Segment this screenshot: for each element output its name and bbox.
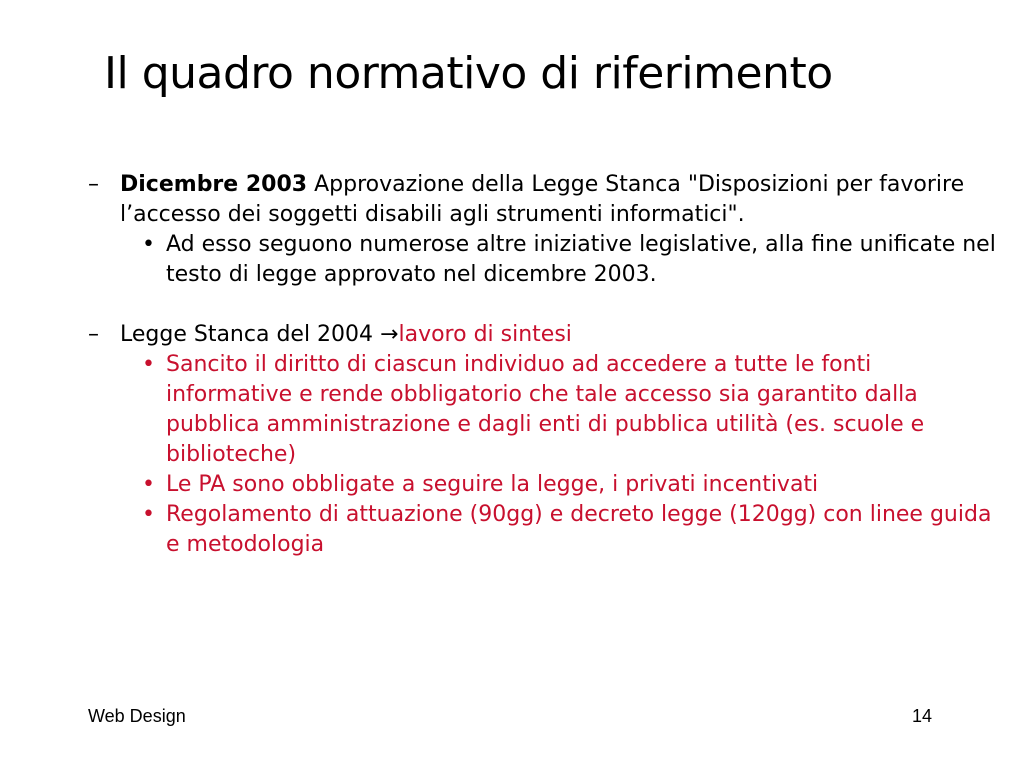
bullet-legge-stanca (88, 320, 1000, 350)
bullet-text: Legge Stanca del 2004 (120, 322, 381, 347)
bullet-marker: • (142, 352, 155, 377)
page-number: 14 (912, 706, 933, 726)
bullet-marker: • (142, 502, 155, 527)
bullet-bold-date: Dicembre 2003 (120, 172, 308, 197)
arrow-right-icon: → (380, 322, 399, 347)
bullet-dicembre-2003 (88, 170, 1000, 230)
sub-bullet-regolamento (88, 500, 1000, 560)
dash-marker: – (88, 172, 99, 197)
sub-bullet-diritto (88, 350, 1000, 470)
sub-bullet-text: Ad esso seguono numerose altre iniziative legislative, alla fine unificate nel testo di legge approvato nel dicembre 2003. (166, 232, 996, 287)
slide-content (88, 170, 1000, 560)
slide-title: Il quadro normativo di riferimento (104, 48, 833, 99)
bullet-highlight: lavoro di sintesi (398, 322, 572, 347)
dash-marker: – (88, 322, 99, 347)
sub-bullet-pa (88, 470, 1000, 500)
bullet-marker: • (142, 232, 155, 257)
sub-bullet-text: Le PA sono obbligate a seguire la legge, i privati incentivati (166, 472, 819, 497)
sub-bullet-iniziative (88, 230, 1000, 290)
bullet-text: Approvazione della Legge Stanca "Disposizioni per favorire l’accesso dei soggetti disabili agli strumenti informatici". (120, 172, 965, 227)
spacer (88, 290, 1000, 320)
sub-bullet-text: Regolamento di attuazione (90gg) e decreto legge (120gg) con linee guida e metodologia (166, 502, 992, 557)
footer-title: Web Design (88, 706, 186, 726)
bullet-marker: • (142, 472, 155, 497)
sub-bullet-text: Sancito il diritto di ciascun individuo ad accedere a tutte le fonti informative e rende obbligatorio che tale accesso sia garantito dalla pubblica amministrazione e dagli enti di pubblica utilità (es. scuole e biblioteche) (166, 352, 925, 467)
